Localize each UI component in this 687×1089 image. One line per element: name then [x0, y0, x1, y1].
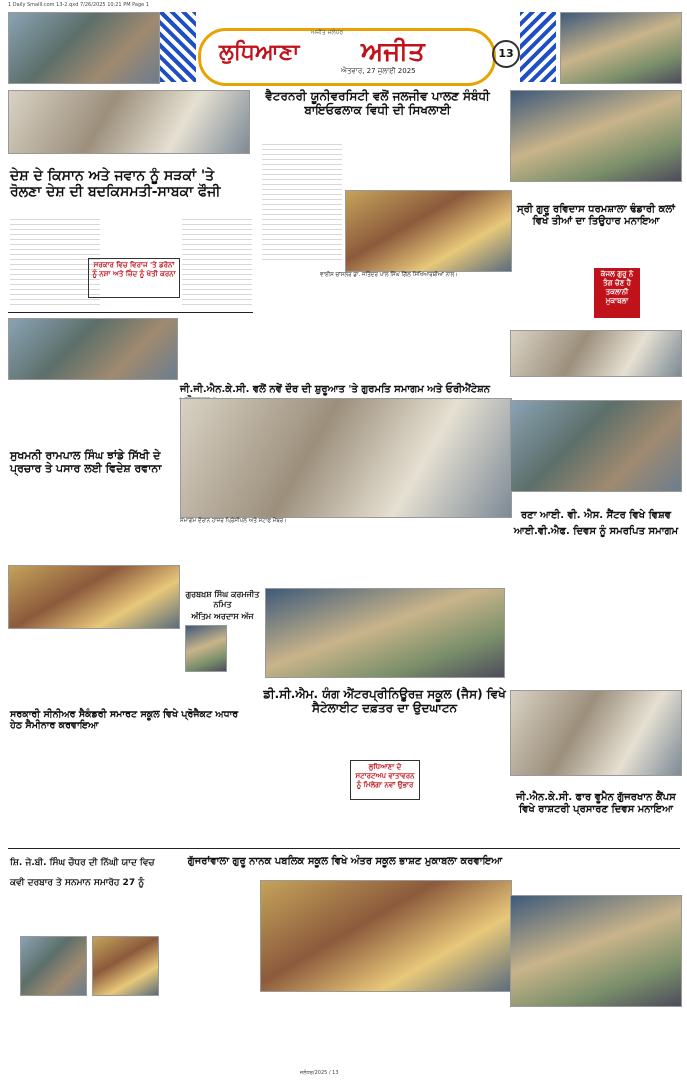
- divider: [8, 848, 680, 849]
- blue-pattern-right: [520, 12, 556, 82]
- photo-right-ivf: [510, 400, 682, 492]
- pull-quote-right: ਕੱਜਲ ਗੁਰੂ ਨੇ ਤੰਗ ਚੋਣ ਹੈ ਤਕਲਾਨੀ ਮੁਕਾਬਲਾ: [594, 268, 640, 318]
- photo-bottom-right: [510, 895, 682, 1007]
- photo-center-top: [345, 190, 512, 272]
- blue-pattern-left: [160, 12, 196, 82]
- masthead-city: ਲੁਧਿਆਣਾ: [219, 39, 300, 65]
- print-line: 1 Daily Smalll.com 13-2.qxd 7/26/2025 10:21 PM Page 1: [8, 2, 149, 8]
- portrait-photo-1: [20, 936, 87, 996]
- headline-bottom-left2: ਕਵੀ ਦਰਬਾਰ ਤੇ ਸਨਮਾਨ ਸਮਾਰੋਹ 27 ਨੂੰ: [10, 878, 145, 888]
- pull-quote-center: ਲੁਧਿਆਣਾ ਦੇ ਸਟਾਰਟਅਪ ਵਾਤਾਵਰਨ ਨੂੰ ਮਿਲੇਗਾ ਨਵਾਂ ਉਭਾਰ: [350, 760, 420, 800]
- photo-right-top: [510, 90, 682, 182]
- memorial-title: ਗੁਰਬਖ਼ਸ਼ ਸਿੰਘ ਕਰਮਜੀਤ ਨਮਿਤ: [185, 590, 260, 609]
- headline-right-mid1: ਰਣਾ ਆਈ. ਵੀ. ਐਸ. ਸੈਂਟਰ ਵਿਖੇ ਵਿਸ਼ਵ: [520, 510, 671, 521]
- article-text: [182, 215, 252, 305]
- photo-center-lower: [265, 588, 505, 678]
- masthead-name: ਅਜੀਤ: [361, 37, 425, 67]
- photo-mid-center: [180, 398, 512, 518]
- headline-right-top: ਸ੍ਰੀ ਗੁਰੂ ਰਵਿਦਾਸ ਧਰਮਸ਼ਾਲਾ ਢੰਡਾਰੀ ਕਲਾਂ ਵਿਖੇ ਤੀਆਂ ਦਾ ਤਿਉਹਾਰ ਮਨਾਇਆ: [517, 204, 675, 227]
- caption: ਸਮਾਗਮ ਦੌਰਾਨ ਹਾਜ਼ਰ ਪ੍ਰਿੰਸੀਪਲ ਅਤੇ ਸਟਾਫ ਮੈਂਬਰ।: [180, 518, 287, 524]
- headline-bottom-center: ਗੁੱਜਰਾਂਵਾਲਾ ਗੁਰੂ ਨਾਨਕ ਪਬਲਿਕ ਸਕੂਲ ਵਿਖੇ ਅੰਤਰ ਸਕੂਲ ਭਾਸ਼ਣ ਮੁਕਾਬਲਾ ਕਰਵਾਇਆ: [187, 856, 503, 867]
- photo-left-mid: [8, 318, 178, 380]
- headline-left-lower: ਸਰਕਾਰੀ ਸੀਨੀਅਰ ਸੈਕੰਡਰੀ ਸਮਾਰਟ ਸਕੂਲ ਵਿਖੇ ਪ੍ਰੋਜੈਕਟ ਅਧਾਰ ਹੇਠ ਸੈਮੀਨਾਰ ਕਰਵਾਇਆ: [10, 709, 239, 731]
- photo-right-mid: [510, 330, 682, 377]
- portrait-photo-2: [92, 936, 159, 996]
- photo-bottom-center: [260, 880, 512, 992]
- headline-mid-center: ਜੀ.ਜੀ.ਐਨ.ਕੇ.ਸੀ. ਵਲੋਂ ਨਵੇਂ ਦੌਰ ਦੀ ਸ਼ੁਰੂਆਤ 'ਤੇ ਗੁਰਮਤਿ ਸਮਾਗਮ ਅਤੇ ਓਰੀਐਂਟੇਸ਼ਨ: [180, 384, 491, 395]
- pull-quote-left: ਸਰਕਾਰ ਵਿਚ ਵਿਰਾਜ 'ਤੇ ਡਰੋਨਾਂ ਨੂੰ ਨਸ਼ਾ ਅਤੇ ਜ਼ਿੰਦ ਨੂੰ ਖੇਤੀ ਕਰਨਾ: [88, 258, 180, 298]
- photo-left-top: [8, 90, 250, 154]
- masthead-edition: ਅਜੀਤ ਜਲੰਧਰ: [311, 29, 344, 36]
- masthead: [198, 28, 496, 86]
- photo-left-lower: [8, 565, 180, 629]
- photo-right-lower: [510, 690, 682, 776]
- footer-line: ਜਲੰਧਰ/2025 / 13: [300, 1070, 339, 1076]
- article-text: [10, 215, 100, 305]
- article-text: [262, 140, 342, 260]
- headline-bottom-left1: ਸ਼ਿ. ਜੇ.ਬੀ. ਸਿੰਘ ਚੌਧਰ ਦੀ ਨਿੱਘੀ ਯਾਦ ਵਿਚ: [10, 858, 155, 868]
- headline-left-mid: ਸੁਖਮਨੀ ਰਾਮਪਾਲ ਸਿੰਘ ਝਾਂਡੇ ਸਿੱਖੀ ਦੇ ਪ੍ਰਚਾਰ ਤੇ ਪਸਾਰ ਲਈ ਵਿਦੇਸ਼ ਰਵਾਨਾ: [10, 449, 162, 475]
- headline-right-mid2: ਆਈ.ਵੀ.ਐਫ. ਦਿਵਸ ਨੂੰ ਸਮਰਪਿਤ ਸਮਾਗਮ: [513, 526, 679, 537]
- headline-left-main: ਦੇਸ਼ ਦੇ ਕਿਸਾਨ ਅਤੇ ਜਵਾਨ ਨੂੰ ਸੜਕਾਂ 'ਤੇ ਰੋਲਣਾ ਦੇਸ਼ ਦੀ ਬਦਕਿਸਮਤੀ-ਸਾਬਕਾ ਫੌਜੀ: [10, 168, 221, 201]
- masthead-date: ਐਤਵਾਰ, 27 ਜੁਲਾਈ 2025: [341, 67, 416, 75]
- memorial-subtitle: ਅੰਤਿਮ ਅਰਦਾਸ ਅੱਜ: [191, 612, 254, 621]
- header-photo-left: [8, 12, 160, 84]
- headline-top-center: ਵੈਟਰਨਰੀ ਯੂਨੀਵਰਸਿਟੀ ਵਲੋਂ ਜਲਜੀਵ ਪਾਲਣ ਸੰਬੰਧੀ ਬਾਇਓਫਲਾਕ ਵਿਧੀ ਦੀ ਸਿਖਲਾਈ: [265, 89, 490, 117]
- caption: ਵਾਈਸ ਚਾਂਸਲਰ ਡਾ. ਜਤਿੰਦਰ ਪਾਲ ਸਿੰਘ ਗਿੱਲ ਸਿਖਿਆਰਥੀਆਂ ਨਾਲ।: [320, 272, 459, 278]
- headline-right-lower: ਜੀ.ਐਨ.ਕੇ.ਸੀ. ਫਾਰ ਵੂਮੈਨ ਗੁੱਜਰਖਾਨ ਕੈਂਪਸ ਵਿਖੇ ਰਾਸ਼ਟਰੀ ਪ੍ਰਸਾਰਣ ਦਿਵਸ ਮਨਾਇਆ: [516, 792, 676, 815]
- headline-center-lower: ਡੀ.ਸੀ.ਐਮ. ਯੰਗ ਐਂਟਰਪ੍ਰੀਨਿਊਰਜ਼ ਸਕੂਲ (ਜੈਸ) ਵਿਖੇ ਸੈਟੇਲਾਈਟ ਦਫ਼ਤਰ ਦਾ ਉਦਘਾਟਨ: [263, 687, 506, 715]
- page-number: 13: [492, 40, 520, 68]
- header-photo-right: [560, 12, 682, 84]
- memorial-photo: [185, 625, 227, 672]
- divider: [8, 312, 253, 313]
